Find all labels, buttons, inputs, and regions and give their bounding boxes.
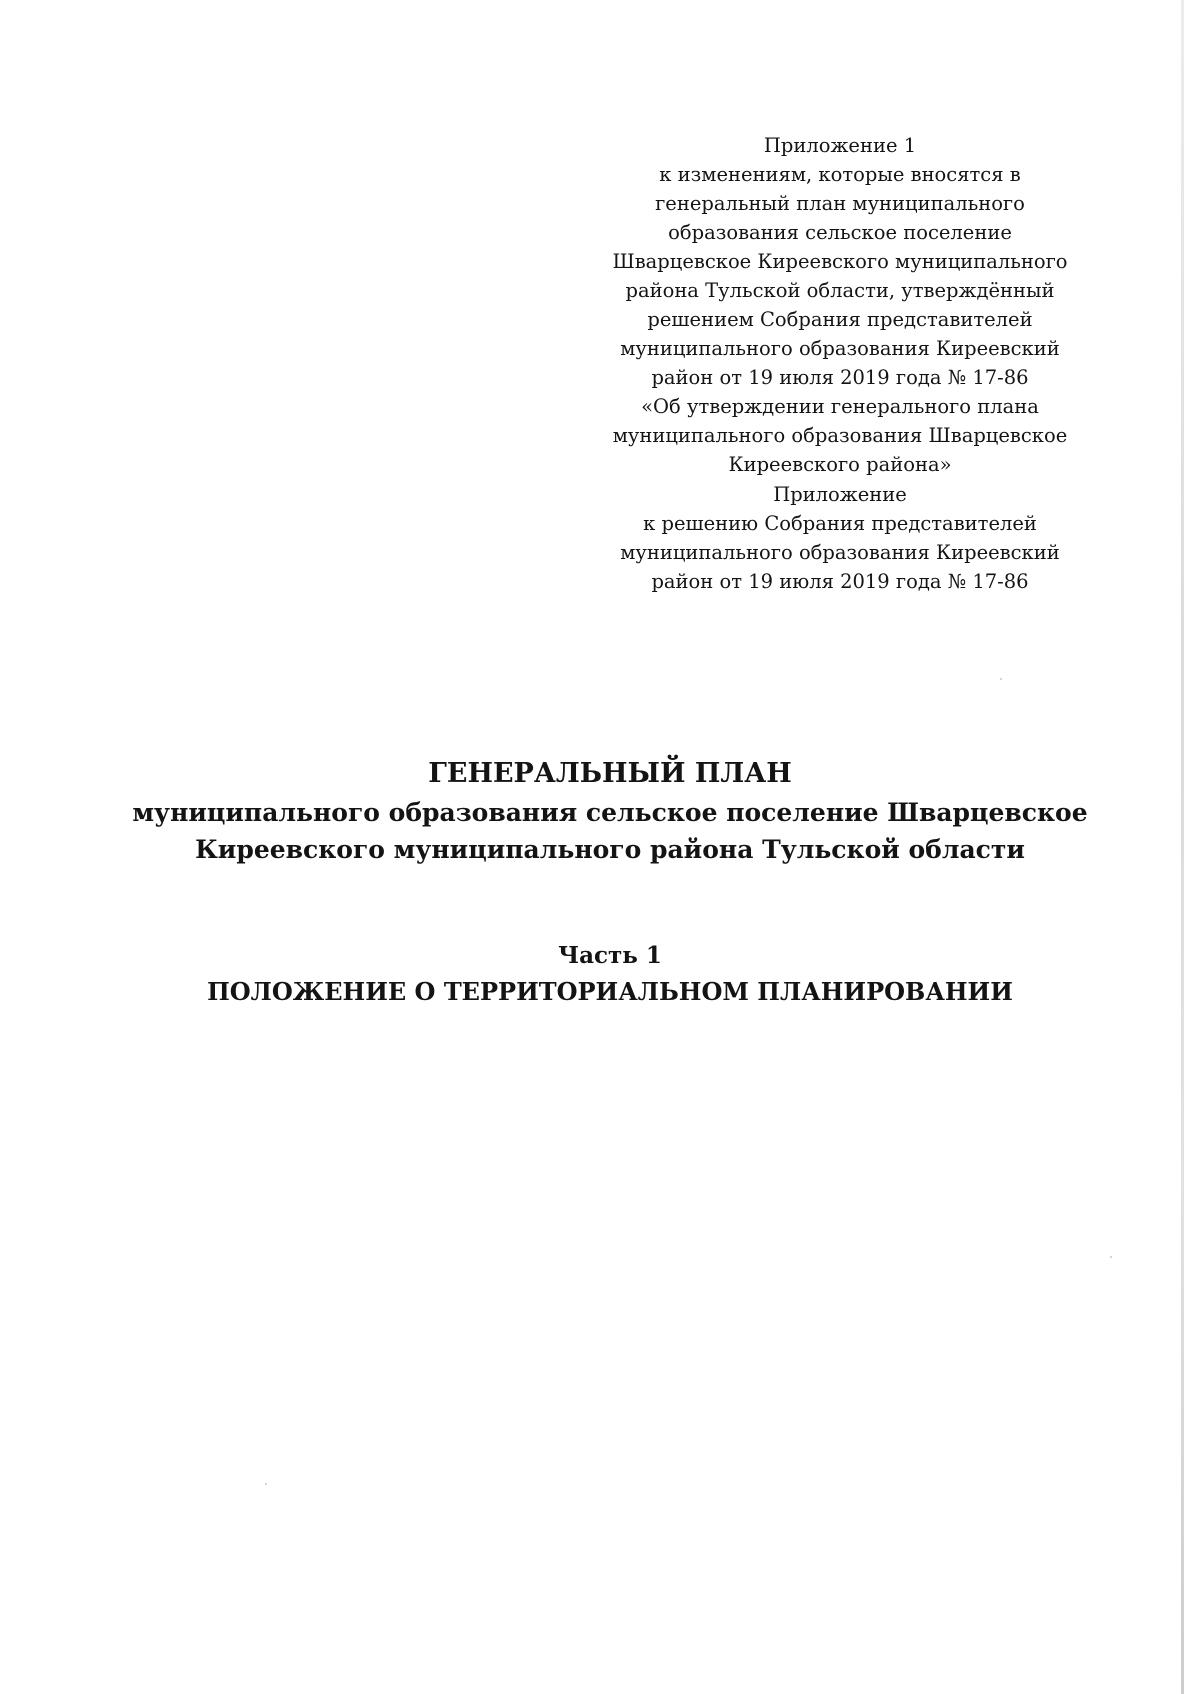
subtitle-line-2: Киреевского муниципального района Тульской области	[195, 835, 1025, 864]
annex-1-line: муниципального образования Киреевский	[620, 337, 1060, 360]
annex-2-block	[600, 480, 1080, 596]
annex-2-line: район от 19 июля 2019 года № 17-86	[651, 570, 1029, 593]
annex-2-line: Приложение	[773, 483, 907, 506]
annex-1-line: район от 19 июля 2019 года № 17-86	[651, 366, 1029, 389]
scan-speck	[1110, 1256, 1112, 1258]
annex-1-line: к изменениям, которые вносятся в	[659, 163, 1021, 186]
main-title: ГЕНЕРАЛЬНЫЙ ПЛАН	[428, 758, 792, 789]
part-label: Часть 1	[558, 942, 662, 969]
part-title: ПОЛОЖЕНИЕ О ТЕРРИТОРИАЛЬНОМ ПЛАНИРОВАНИИ	[207, 977, 1013, 1006]
annex-1-line: генеральный план муниципального	[655, 192, 1025, 215]
annex-2-line: к решению Собрания представителей	[643, 512, 1037, 535]
subtitle-line-1: муниципального образования сельское поселение Шварцевское	[132, 798, 1088, 827]
annex-1-line: Киреевского района»	[728, 453, 952, 476]
annex-1-block	[600, 131, 1080, 479]
annex-2-line: муниципального образования Киреевский	[620, 541, 1060, 564]
annex-1-line: Приложение 1	[763, 134, 917, 157]
annex-1-line: решением Собрания представителей	[647, 308, 1033, 331]
scan-edge	[1181, 0, 1184, 1694]
annex-1-line: муниципального образования Шварцевское	[612, 424, 1068, 447]
scan-speck	[265, 1483, 267, 1485]
annex-1-line: Шварцевское Киреевского муниципального	[612, 250, 1068, 273]
annex-1-line: «Об утверждении генерального плана	[641, 395, 1039, 418]
annex-1-line: района Тульской области, утверждённый	[625, 279, 1055, 302]
scan-speck	[1000, 678, 1002, 680]
annex-1-line: образования сельское поселение	[668, 221, 1012, 244]
